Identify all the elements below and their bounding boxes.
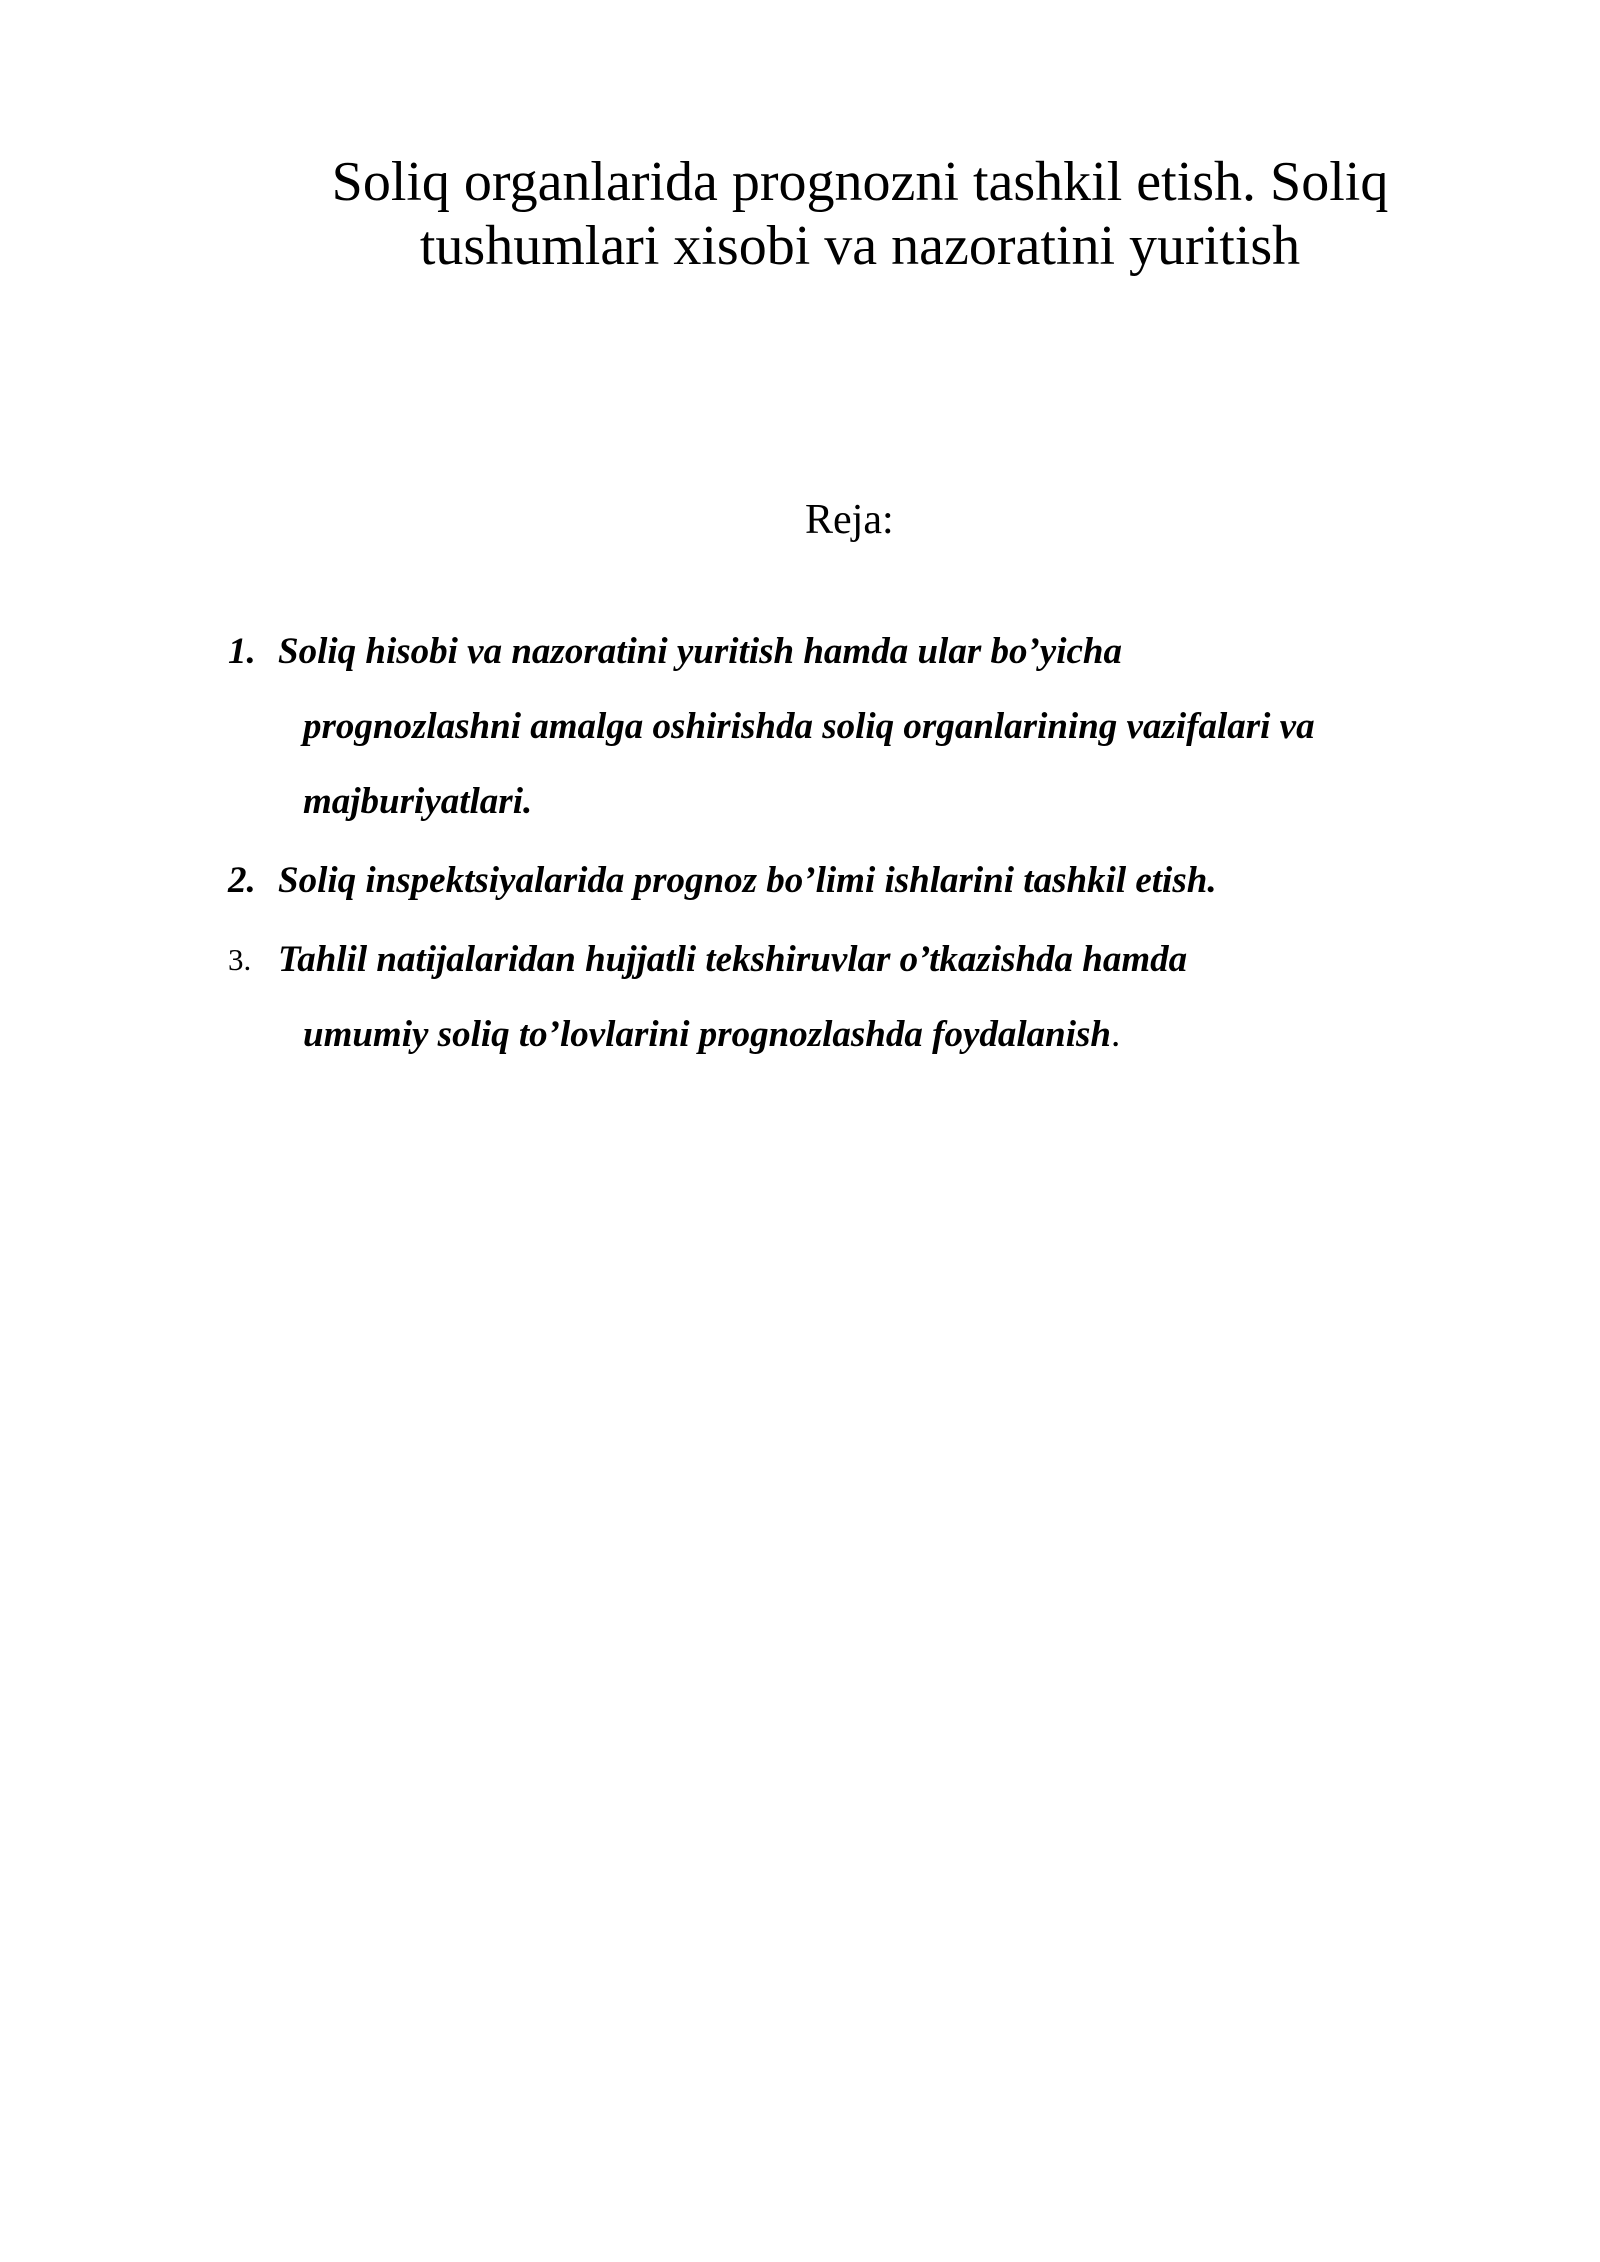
plan-item-1: [228, 614, 1528, 839]
plan-item-number: 2.: [228, 860, 256, 901]
plan-item-line-with-tail: [278, 997, 1528, 1072]
plan-item-line: majburiyatlari.: [303, 781, 533, 822]
title-line-2: tushumlari xisobi va nazoratini yuritish: [419, 215, 1301, 277]
plan-item-number: 3.: [228, 942, 252, 977]
document-title: [0, 150, 1600, 278]
plan-item-tail: .: [1110, 1014, 1121, 1055]
plan-heading: Reja:: [805, 497, 894, 543]
plan-item-line: Soliq inspektsiyalarida prognoz bo’limi ishlarini tashkil etish.: [278, 860, 1217, 901]
plan-item-line: prognozlashni amalga oshirishda soliq organlarining vazifalari va: [303, 706, 1315, 747]
plan-item-3: [228, 922, 1528, 1072]
plan-list: [228, 614, 1528, 1076]
plan-item-2: [228, 843, 1528, 918]
title-line-1: Soliq organlarida prognozni tashkil etish. Soliq: [331, 151, 1389, 213]
plan-item-line-text: umumiy soliq to’lovlarini prognozlashda foydalanish: [303, 1014, 1111, 1055]
plan-item-line: Tahlil natijalaridan hujjatli tekshiruvlar o’tkazishda hamda: [278, 939, 1188, 980]
plan-item-number: 1.: [228, 631, 256, 672]
plan-item-line: Soliq hisobi va nazoratini yuritish hamda ular bo’yicha: [278, 631, 1122, 672]
